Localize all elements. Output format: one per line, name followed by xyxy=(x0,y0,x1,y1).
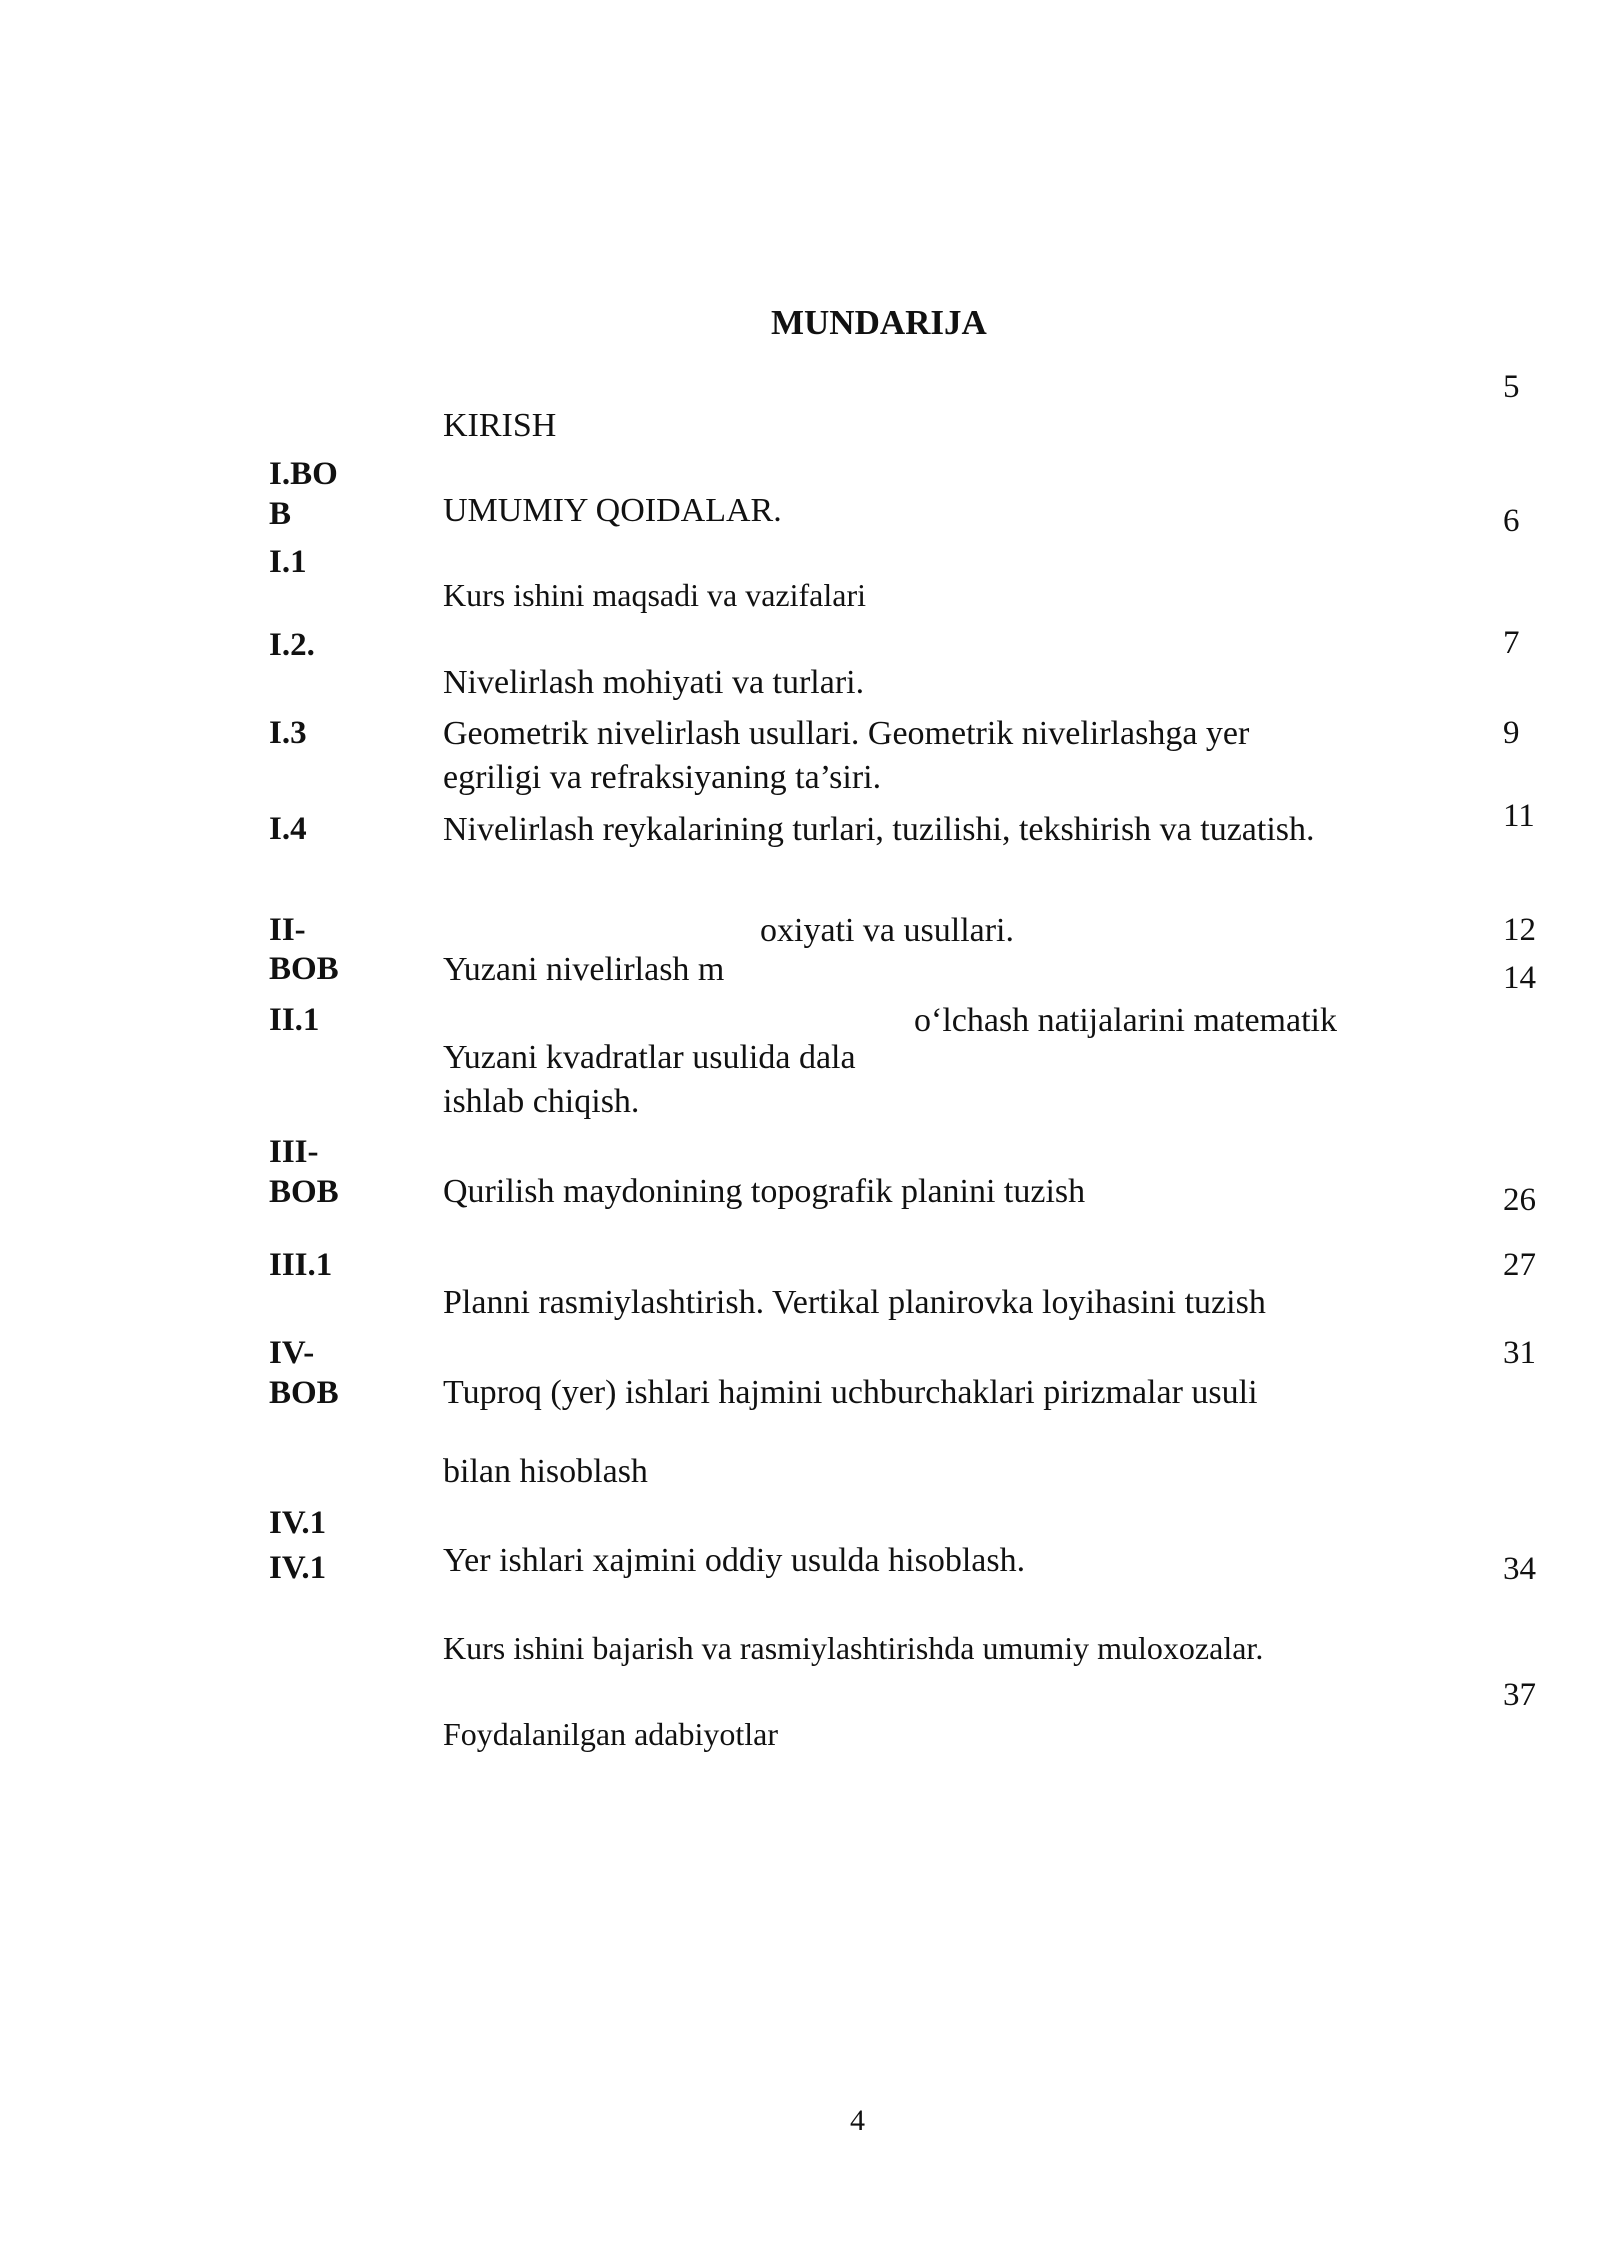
toc-number-ii-bob-line1: II- xyxy=(269,912,306,948)
toc-page-yuzani-nivelirlash: 12 xyxy=(1503,912,1536,948)
toc-entry-tuproq-ishlari-line2: bilan hisoblash xyxy=(443,1453,648,1490)
toc-page-tuproq-ishlari: 31 xyxy=(1503,1335,1536,1371)
toc-entry-yuzani-kvadratlar-line2: ishlab chiqish. xyxy=(443,1083,640,1120)
toc-page-nivelirlash-reykalari: 11 xyxy=(1503,798,1535,834)
toc-number-iv-1-first: IV.1 xyxy=(269,1505,327,1541)
toc-entry-nivelirlash-mohiyati: Nivelirlash mohiyati va turlari. xyxy=(443,664,865,701)
toc-entry-kurs-ishini-bajarish: Kurs ishini bajarish va rasmiylashtirishda umumiy muloxozalar. xyxy=(443,1630,1264,1666)
toc-page-nivelirlash-mohiyati: 7 xyxy=(1503,625,1520,661)
toc-number-iii-bob-line2: BOB xyxy=(269,1174,339,1210)
toc-page-umumiy-qoidalar: 6 xyxy=(1503,503,1520,539)
toc-number-i-4: I.4 xyxy=(269,811,307,847)
toc-entry-yuzani-nivelirlash-part1: Yuzani nivelirlash m xyxy=(443,951,725,988)
toc-entry-nivelirlash-reykalari: Nivelirlash reykalarining turlari, tuzilishi, tekshirish va tuzatish. xyxy=(443,811,1315,848)
toc-number-i-3: I.3 xyxy=(269,715,307,751)
page-number: 4 xyxy=(850,2104,865,2137)
toc-entry-yer-ishlari-xajmini: Yer ishlari xajmini oddiy usulda hisoblash. xyxy=(443,1542,1026,1579)
toc-entry-tuproq-ishlari-line1: Tuproq (yer) ishlari hajmini uchburchaklari pirizmalar usuli xyxy=(443,1374,1258,1411)
toc-page-yuzani-kvadratlar: 14 xyxy=(1503,960,1536,996)
toc-page-qurilish-maydoni: 26 xyxy=(1503,1182,1536,1218)
toc-entry-qurilish-maydoni: Qurilish maydonining topografik planini tuzish xyxy=(443,1173,1086,1210)
toc-entry-kurs-ishini-maqsadi: Kurs ishini maqsadi va vazifalari xyxy=(443,577,866,613)
toc-entry-planni-rasmiylashtirish: Planni rasmiylashtirish. Vertikal planirovka loyihasini tuzish xyxy=(443,1284,1266,1321)
toc-entry-geometrik-nivelirlash-line2: egriligi va refraksiyaning ta’siri. xyxy=(443,759,882,796)
toc-number-iii-bob-line1: III- xyxy=(269,1134,319,1170)
toc-entry-foydalanilgan-adabiyotlar: Foydalanilgan adabiyotlar xyxy=(443,1716,779,1752)
toc-entry-yuzani-nivelirlash-part2: oxiyati va usullari. xyxy=(760,912,1015,949)
toc-page-planni-rasmiylashtirish: 27 xyxy=(1503,1247,1536,1283)
toc-entry-yuzani-kvadratlar-part2: o‘lchash natijalarini matematik xyxy=(914,1002,1337,1039)
toc-entry-yuzani-kvadratlar-part1: Yuzani kvadratlar usulida dala xyxy=(443,1039,856,1076)
toc-entry-umumiy-qoidalar: UMUMIY QOIDALAR. xyxy=(443,492,782,529)
toc-number-i-bob-part1: I.BO xyxy=(269,456,338,492)
toc-number-iv-bob-line1: IV- xyxy=(269,1335,315,1371)
toc-number-iii-1: III.1 xyxy=(269,1247,333,1283)
toc-page-kirish: 5 xyxy=(1503,369,1520,405)
toc-number-ii-bob-line2: BOB xyxy=(269,951,339,987)
toc-number-i-1: I.1 xyxy=(269,544,307,580)
toc-number-iv-bob-line2: BOB xyxy=(269,1375,339,1411)
toc-page-foydalanilgan-adabiyotlar: 37 xyxy=(1503,1677,1536,1713)
toc-number-iv-1-second: IV.1 xyxy=(269,1550,327,1586)
toc-entry-kirish: KIRISH xyxy=(443,407,557,444)
toc-number-i-bob-part2: B xyxy=(269,496,292,532)
toc-number-ii-1: II.1 xyxy=(269,1002,320,1038)
toc-page-yer-ishlari-xajmini: 34 xyxy=(1503,1551,1536,1587)
toc-number-i-2: I.2. xyxy=(269,627,315,663)
toc-title: MUNDARIJA xyxy=(771,303,987,342)
toc-entry-geometrik-nivelirlash-line1: Geometrik nivelirlash usullari. Geometrik nivelirlashga yer xyxy=(443,715,1250,752)
toc-page-geometrik-nivelirlash: 9 xyxy=(1503,715,1520,751)
